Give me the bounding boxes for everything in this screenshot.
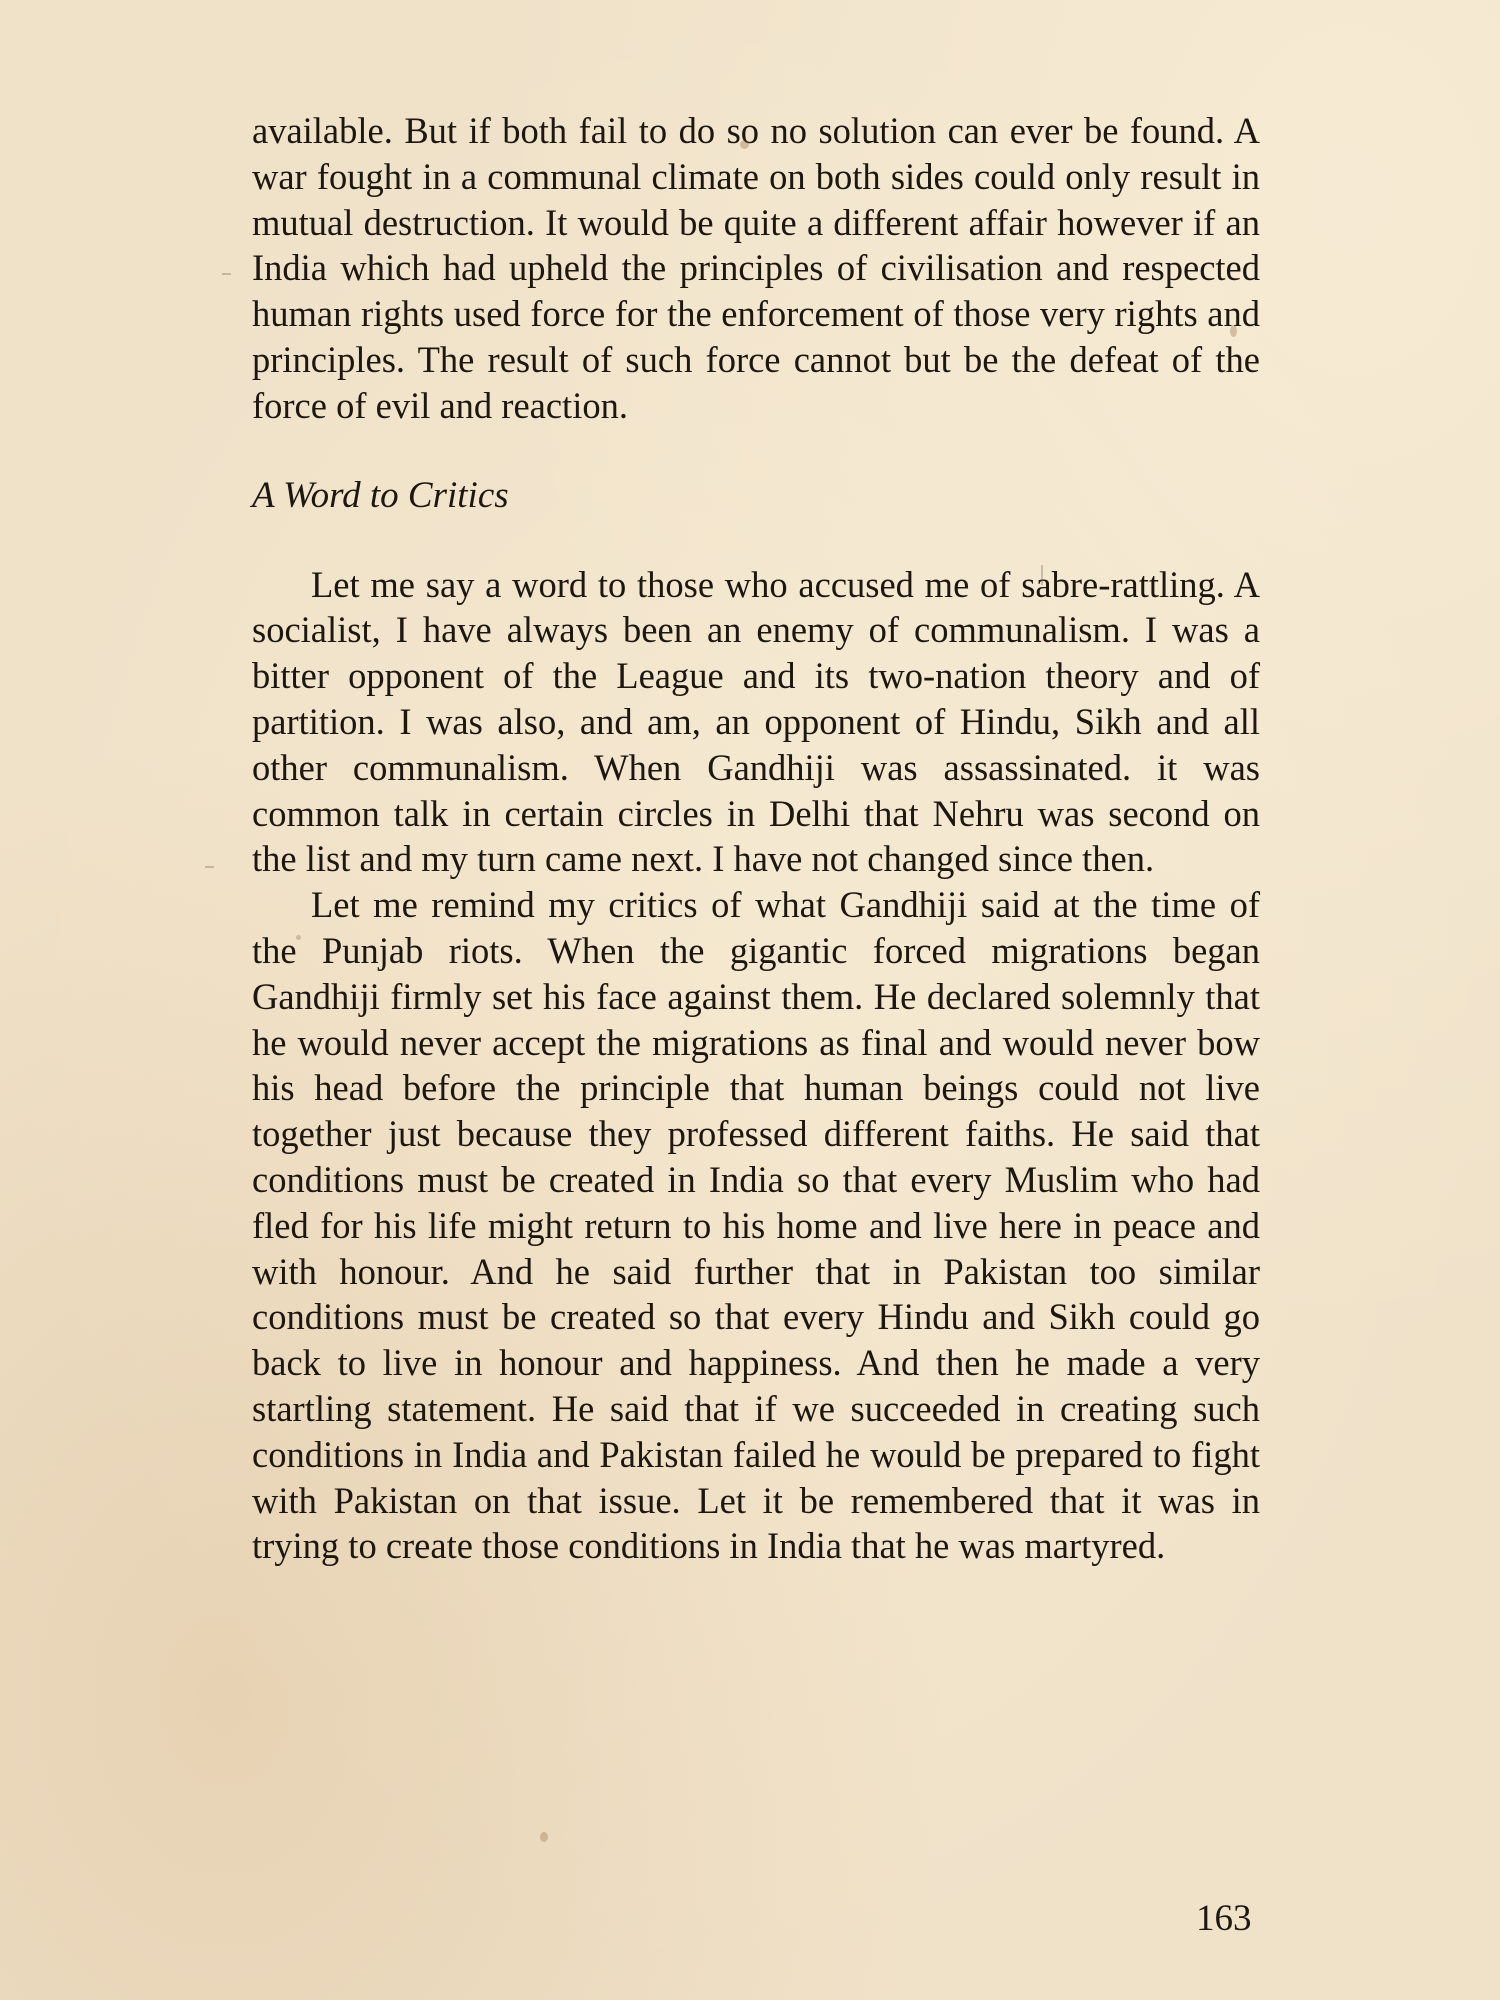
page-body — [252, 108, 1260, 1569]
margin-mark — [205, 866, 214, 868]
section-heading: A Word to Critics — [252, 474, 509, 516]
paragraph-opening: available. But if both fail to do so no solution can ever be found. A war fought in a communal climate on both sides could only result in mutual destruction. It would be quite a different affair however if an India which had upheld the principles of civilisation and respected human rights used force for the enforcement of those very rights and principles. The result of such force cannot but be the defeat of the force of evil and reaction. — [252, 110, 1260, 426]
paragraph-sabre-rattling: Let me say a word to those who accused me of sabre-rattling. A socialist, I have always been an enemy of communalism. I was a bitter opponent of the League and its two-nation theory and of partition. I was also, and am, an opponent of Hindu, Sikh and all other communalism. When Gandhiji was assassinated. it was common talk in certain circles in Delhi that Nehru was second on the list and my turn came next. I have not changed since then. — [252, 563, 1260, 880]
page-number: 163 — [1196, 1898, 1252, 1939]
paper-speck — [540, 1832, 548, 1842]
paragraph-gandhiji: Let me remind my critics of what Gandhiji said at the time of the Punjab riots. When the gigantic forced migrations began Gandhiji firmly set his face against them. He declared solemnly that he would never accept the migrations as final and would never bow his head before the principle that human beings could not live together just because they professed different faiths. He said that conditions must be created in India so that every Muslim who had fled for his life might return to his home and live here in peace and with honour. And he said further that in Pakistan too similar conditions must be created so that every Hindu and Sikh could go back to live in honour and happiness. And then he made a very startling statement. He said that if we succeeded in creating such conditions in India and Pakistan failed he would be prepared to fight with Pakistan on that issue. Let it be remembered that it was in trying to create those conditions in India that he was martyred. — [252, 884, 1260, 1567]
margin-mark — [222, 273, 231, 275]
margin-mark — [1041, 565, 1043, 585]
paper-speck — [740, 140, 749, 149]
paper-speck — [1230, 325, 1237, 337]
paper-speck — [296, 935, 301, 940]
